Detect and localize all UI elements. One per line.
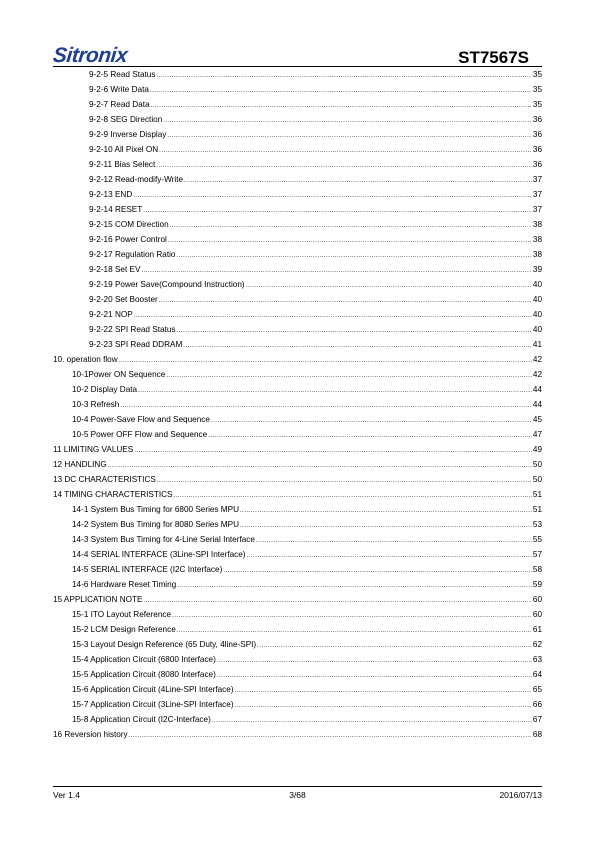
toc-entry-page: 66 [532, 700, 542, 709]
toc-entry-page: 57 [532, 550, 542, 559]
toc-leader-dots [176, 249, 531, 264]
toc-entry-page: 44 [532, 400, 542, 409]
toc-entry-title: 15-8 Application Circuit (I2C-Interface) [72, 715, 211, 724]
toc-leader-dots [212, 714, 532, 729]
toc-entry-page: 35 [532, 85, 542, 94]
toc-entry-page: 35 [532, 100, 542, 109]
toc-entry-page: 40 [532, 325, 542, 334]
toc-leader-dots [257, 639, 532, 654]
toc-entry-title: 15-3 Layout Design Reference (65 Duty, 4line-SPI) [72, 640, 257, 649]
toc-entry-title: 16 Reversion history [53, 730, 128, 739]
footer-divider [53, 786, 542, 787]
toc-entry-page: 50 [532, 475, 542, 484]
toc-entry-page: 62 [532, 640, 542, 649]
footer-version: Ver 1.4 [53, 790, 80, 800]
toc-entry-title: 9-2-21 NOP [89, 310, 133, 319]
toc-entry-title: 15-1 ITO Layout Reference [72, 610, 172, 619]
toc-entry-page: 36 [532, 160, 542, 169]
toc-entry-page: 60 [532, 595, 542, 604]
footer-date: 2016/07/13 [499, 790, 542, 800]
toc-entry-title: 9-2-22 SPI Read Status [89, 325, 176, 334]
toc-entry-title: 11 LIMITING VALUES [53, 445, 134, 454]
toc-entry-title: 9-2-5 Read Status [89, 70, 156, 79]
toc-entry[interactable] [53, 592, 542, 607]
toc-entry[interactable] [53, 172, 542, 187]
toc-entry-page: 53 [532, 520, 542, 529]
toc-entry[interactable] [53, 127, 542, 142]
toc-entry-title: 15-5 Application Circuit (8080 Interface) [72, 670, 216, 679]
toc-entry-page: 42 [532, 370, 542, 379]
toc-entry[interactable] [53, 292, 542, 307]
toc-entry-page: 42 [532, 355, 542, 364]
toc-entry-title: 9-2-7 Read Data [89, 100, 150, 109]
toc-entry-page: 40 [532, 310, 542, 319]
toc-entry-page: 38 [532, 250, 542, 259]
toc-entry-page: 45 [532, 415, 542, 424]
toc-leader-dots [138, 384, 532, 399]
toc-leader-dots [163, 114, 532, 129]
toc-entry-title: 9-2-13 END [89, 190, 133, 199]
toc-entry-title: 15-2 LCM Design Reference [72, 625, 176, 634]
toc-entry[interactable] [53, 352, 542, 367]
toc-leader-dots [240, 504, 532, 519]
toc-entry-title: 9-2-19 Power Save(Compound Instruction) [89, 280, 245, 289]
toc-entry[interactable] [53, 622, 542, 637]
toc-entry[interactable] [53, 397, 542, 412]
toc-entry[interactable] [53, 247, 542, 262]
toc-leader-dots [235, 699, 532, 714]
document-title: ST7567S [458, 48, 529, 67]
toc-entry[interactable] [53, 667, 542, 682]
toc-entry-title: 14 TIMING CHARACTERISTICS [53, 490, 173, 499]
toc-entry[interactable] [53, 82, 542, 97]
toc-entry[interactable] [53, 697, 542, 712]
toc-entry-page: 40 [532, 280, 542, 289]
toc-entry[interactable] [53, 307, 542, 322]
toc-leader-dots [133, 189, 532, 204]
toc-entry-page: 65 [532, 685, 542, 694]
toc-leader-dots [134, 309, 532, 324]
toc-entry[interactable] [53, 442, 542, 457]
toc-entry-page: 61 [532, 625, 542, 634]
toc-entry[interactable] [53, 712, 542, 727]
toc-leader-dots [183, 339, 532, 354]
toc-entry-title: 9-2-10 All Pixel ON [89, 145, 159, 154]
toc-entry-title: 9-2-6 Write Data [89, 85, 149, 94]
toc-entry[interactable] [53, 367, 542, 382]
toc-entry[interactable] [53, 67, 542, 82]
toc-entry[interactable] [53, 427, 542, 442]
toc-entry[interactable] [53, 112, 542, 127]
toc-entry-page: 37 [532, 205, 542, 214]
toc-entry[interactable] [53, 142, 542, 157]
toc-entry-title: 9-2-12 Read-modify-Write [89, 175, 184, 184]
toc-entry[interactable] [53, 562, 542, 577]
toc-entry-title: 9-2-18 Set EV [89, 265, 141, 274]
toc-leader-dots [150, 84, 532, 99]
toc-leader-dots [184, 174, 532, 189]
toc-entry-page: 44 [532, 385, 542, 394]
table-of-contents [53, 67, 542, 742]
toc-leader-dots [157, 474, 532, 489]
toc-entry[interactable] [53, 97, 542, 112]
toc-entry[interactable] [53, 187, 542, 202]
toc-leader-dots [143, 204, 532, 219]
toc-entry-page: 39 [532, 265, 542, 274]
toc-leader-dots [129, 729, 532, 744]
toc-entry-page: 36 [532, 145, 542, 154]
toc-entry[interactable] [53, 637, 542, 652]
toc-entry-page: 60 [532, 610, 542, 619]
toc-entry[interactable] [53, 322, 542, 337]
toc-entry-page: 38 [532, 235, 542, 244]
toc-leader-dots [159, 144, 532, 159]
toc-entry-title: 13 DC CHARACTERISTICS [53, 475, 156, 484]
toc-leader-dots [256, 534, 532, 549]
toc-entry-page: 67 [532, 715, 542, 724]
toc-entry[interactable] [53, 232, 542, 247]
toc-entry[interactable] [53, 682, 542, 697]
toc-leader-dots [240, 519, 532, 534]
toc-entry[interactable] [53, 487, 542, 502]
toc-entry[interactable] [53, 337, 542, 352]
toc-entry-title: 9-2-20 Set Booster [89, 295, 158, 304]
toc-entry-page: 58 [532, 565, 542, 574]
toc-entry-page: 37 [532, 190, 542, 199]
toc-entry[interactable] [53, 607, 542, 622]
toc-entry[interactable] [53, 517, 542, 532]
toc-entry-title: 9-2-8 SEG Direction [89, 115, 163, 124]
toc-entry[interactable] [53, 727, 542, 742]
toc-entry-title: 15-4 Application Circuit (6800 Interface) [72, 655, 216, 664]
toc-entry-title: 10-3 Refresh [72, 400, 120, 409]
toc-entry-page: 36 [532, 130, 542, 139]
toc-leader-dots [235, 684, 532, 699]
toc-leader-dots [217, 669, 532, 684]
toc-entry-page: 37 [532, 175, 542, 184]
toc-entry-page: 35 [532, 70, 542, 79]
toc-leader-dots [143, 594, 531, 609]
toc-entry-page: 41 [532, 340, 542, 349]
toc-entry-title: 15-7 Application Circuit (3Line-SPI Interface) [72, 700, 234, 709]
toc-entry-page: 40 [532, 295, 542, 304]
toc-entry[interactable] [53, 652, 542, 667]
toc-entry-title: 15 APPLICATION NOTE [53, 595, 143, 604]
toc-leader-dots [217, 654, 532, 669]
toc-leader-dots [156, 159, 532, 174]
toc-leader-dots [159, 294, 532, 309]
toc-entry[interactable] [53, 382, 542, 397]
toc-entry[interactable] [53, 577, 542, 592]
toc-entry-title: 14-2 System Bus Timing for 8080 Series MPU [72, 520, 239, 529]
toc-entry-title: 10-5 Power OFF Flow and Sequence [72, 430, 208, 439]
toc-entry-page: 68 [532, 730, 542, 739]
toc-entry-title: 9-2-16 Power Control [89, 235, 167, 244]
toc-entry[interactable] [53, 262, 542, 277]
toc-entry-title: 10-2 Display Data [72, 385, 138, 394]
toc-entry-page: 50 [532, 460, 542, 469]
toc-leader-dots [134, 444, 532, 459]
toc-leader-dots [247, 549, 532, 564]
toc-entry-title: 10-4 Power-Save Flow and Sequence [72, 415, 210, 424]
sitronix-logo: Sitronix [51, 44, 129, 67]
toc-entry-title: 14-4 SERIAL INTERFACE (3Line-SPI Interface) [72, 550, 246, 559]
toc-leader-dots [172, 609, 532, 624]
toc-leader-dots [177, 579, 532, 594]
toc-entry-title: 9-2-9 Inverse Display [89, 130, 167, 139]
toc-entry[interactable] [53, 502, 542, 517]
toc-entry[interactable] [53, 202, 542, 217]
toc-leader-dots [108, 459, 532, 474]
toc-leader-dots [156, 69, 531, 84]
toc-entry-page: 47 [532, 430, 542, 439]
toc-entry-title: 10-1Power ON Sequence [72, 370, 166, 379]
toc-entry-page: 59 [532, 580, 542, 589]
toc-entry[interactable] [53, 472, 542, 487]
toc-entry-title: 12 HANDLING [53, 460, 107, 469]
toc-entry-title: 14-3 System Bus Timing for 4-Line Serial Interface [72, 535, 255, 544]
toc-entry-title: 9-2-17 Regulation Ratio [89, 250, 176, 259]
toc-entry[interactable] [53, 277, 542, 292]
toc-leader-dots [167, 129, 532, 144]
toc-leader-dots [246, 279, 532, 294]
toc-leader-dots [151, 99, 532, 114]
toc-entry[interactable] [53, 412, 542, 427]
toc-entry[interactable] [53, 217, 542, 232]
toc-entry-title: 10. operation flow [53, 355, 118, 364]
toc-leader-dots [211, 414, 532, 429]
toc-leader-dots [208, 429, 532, 444]
toc-entry-title: 14-1 System Bus Timing for 6800 Series MPU [72, 505, 239, 514]
toc-leader-dots [176, 324, 531, 339]
toc-entry-title: 15-6 Application Circuit (4Line-SPI Interface) [72, 685, 234, 694]
toc-leader-dots [119, 354, 532, 369]
toc-leader-dots [168, 234, 532, 249]
toc-leader-dots [166, 369, 532, 384]
toc-entry-page: 63 [532, 655, 542, 664]
toc-leader-dots [170, 219, 532, 234]
toc-entry[interactable] [53, 457, 542, 472]
toc-entry-title: 9-2-15 COM Direction [89, 220, 169, 229]
toc-entry-title: 9-2-14 RESET [89, 205, 143, 214]
footer-page-number: 3/68 [289, 790, 306, 800]
toc-entry-page: 64 [532, 670, 542, 679]
toc-entry[interactable] [53, 532, 542, 547]
toc-entry-title: 14-6 Hardware Reset Timing [72, 580, 177, 589]
toc-entry-page: 51 [532, 505, 542, 514]
toc-entry[interactable] [53, 157, 542, 172]
toc-entry-title: 9-2-11 Bias Select [89, 160, 156, 169]
toc-entry[interactable] [53, 547, 542, 562]
toc-entry-page: 55 [532, 535, 542, 544]
toc-entry-page: 51 [532, 490, 542, 499]
toc-entry-page: 38 [532, 220, 542, 229]
toc-leader-dots [223, 564, 532, 579]
toc-entry-page: 36 [532, 115, 542, 124]
toc-entry-title: 9-2-23 SPI Read DDRAM [89, 340, 183, 349]
toc-entry-title: 14-5 SERIAL INTERFACE (I2C Interface) [72, 565, 223, 574]
toc-entry-page: 49 [532, 445, 542, 454]
